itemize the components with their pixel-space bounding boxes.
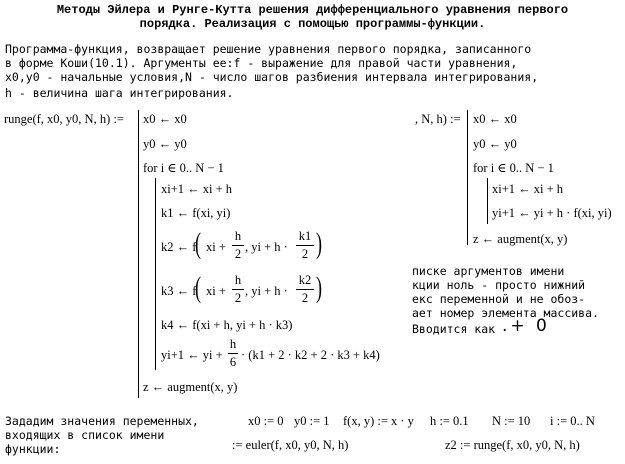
def-h[interactable]: h := 0.1 [430,414,469,428]
euler-loop-bar [487,178,488,224]
k2-x-term: xi + [206,240,226,254]
note-line-3: екс переменной и не обоз- [412,292,586,306]
def-i[interactable]: i := 0.. N [550,414,595,428]
note-line-4: ает номер элемента массива. [412,306,599,320]
description-line-1: Программа-функция, возвращает решение уравнения первого порядка, записанного [5,42,532,56]
runge-line-for: for i ∈ 0.. N − 1 [143,161,224,175]
def-x0[interactable]: x0 := 0 [248,414,284,428]
euler-line-x-step: xi+1 ← xi + h [492,182,564,196]
description-line-4: h - величина шага интегрирования. [5,86,234,100]
k2-y-term: , yi + h · [245,240,288,254]
k3-x-term: xi + [206,284,226,298]
note-line-5: Вводится как [412,322,496,336]
runge-line-k3-start: k3 ← f [161,284,197,298]
bottom-text-3: функции: [5,442,61,456]
euler-header[interactable]: , N, h) := [415,112,461,126]
bottom-text-1: Зададим значения переменных, [5,414,199,428]
k3-frac-k2: k2 2 [296,273,314,306]
note-key-sequence: .+ 0 [502,316,550,336]
euler-line-x0: x0 ← x0 [473,112,517,126]
euler-line-augment: z ← augment(x, y) [473,232,568,246]
note-line-1: писке аргументов имени [412,264,565,278]
def-y0[interactable]: y0 := 1 [294,414,330,428]
runge-line-y-step-sum: · (k1 + 2 · k2 + 2 · k3 + k4) [241,348,380,362]
k3-frac-h2: h 2 [232,273,244,306]
k3-open-paren: ( [195,271,201,304]
title-line-2: порядка. Реализация с помощью программы-функции. [139,17,486,31]
bottom-text-2: входящих в список имени [5,428,165,442]
euler-program-bar [467,110,468,245]
def-n[interactable]: N := 10 [492,414,531,428]
title-line-1: Методы Эйлера и Рунге-Кутта решения дифференциального уравнения первого [56,3,569,17]
runge-line-augment: z ← augment(x, y) [143,380,238,394]
k2-frac-h2: h 2 [232,229,244,262]
runge-line-k1: k1 ← f(xi, yi) [161,206,231,220]
note-line-2: кции ноль - просто нижний [412,278,586,292]
runge-line-k2-start: k2 ← f [161,240,197,254]
description-line-2: в форме Коши(10.1). Аргументы ее:f - выражение для правой части уравнения, [5,56,518,70]
description-line-3: x0,y0 - начальные условия,N - число шагов разбиения интервала интегрирования, [5,70,539,84]
k3-y-term: , yi + h · [245,284,288,298]
k3-close-paren: ) [316,271,322,304]
runge-line-y-step: yi+1 ← yi + [161,348,223,362]
runge-loop-bar [155,178,156,370]
runge-line-k4: k4 ← f(xi + h, yi + h · k3) [161,318,293,332]
euler-line-y-step: yi+1 ← yi + h · f(xi, yi) [492,206,612,220]
k2-close-paren: ) [316,227,322,260]
runge-line-x-step: xi+1 ← xi + h [161,182,233,196]
runge-header[interactable]: runge(f, x0, y0, N, h) := [4,112,124,126]
runge-line-y0: y0 ← y0 [143,137,187,151]
k2-frac-k1: k1 2 [296,229,314,262]
runge-program-bar [138,110,139,398]
euler-line-for: for i ∈ 0.. N − 1 [473,161,554,175]
y-step-frac-h6: h 6 [229,337,237,369]
runge-call[interactable]: z2 := runge(f, x0, y0, N, h) [445,438,580,452]
euler-line-y0: y0 ← y0 [473,137,517,151]
k2-open-paren: ( [195,227,201,260]
euler-call[interactable]: := euler(f, x0, y0, N, h) [232,438,349,452]
def-f[interactable]: f(x, y) := x · y [343,414,414,428]
runge-line-x0: x0 ← x0 [143,112,187,126]
